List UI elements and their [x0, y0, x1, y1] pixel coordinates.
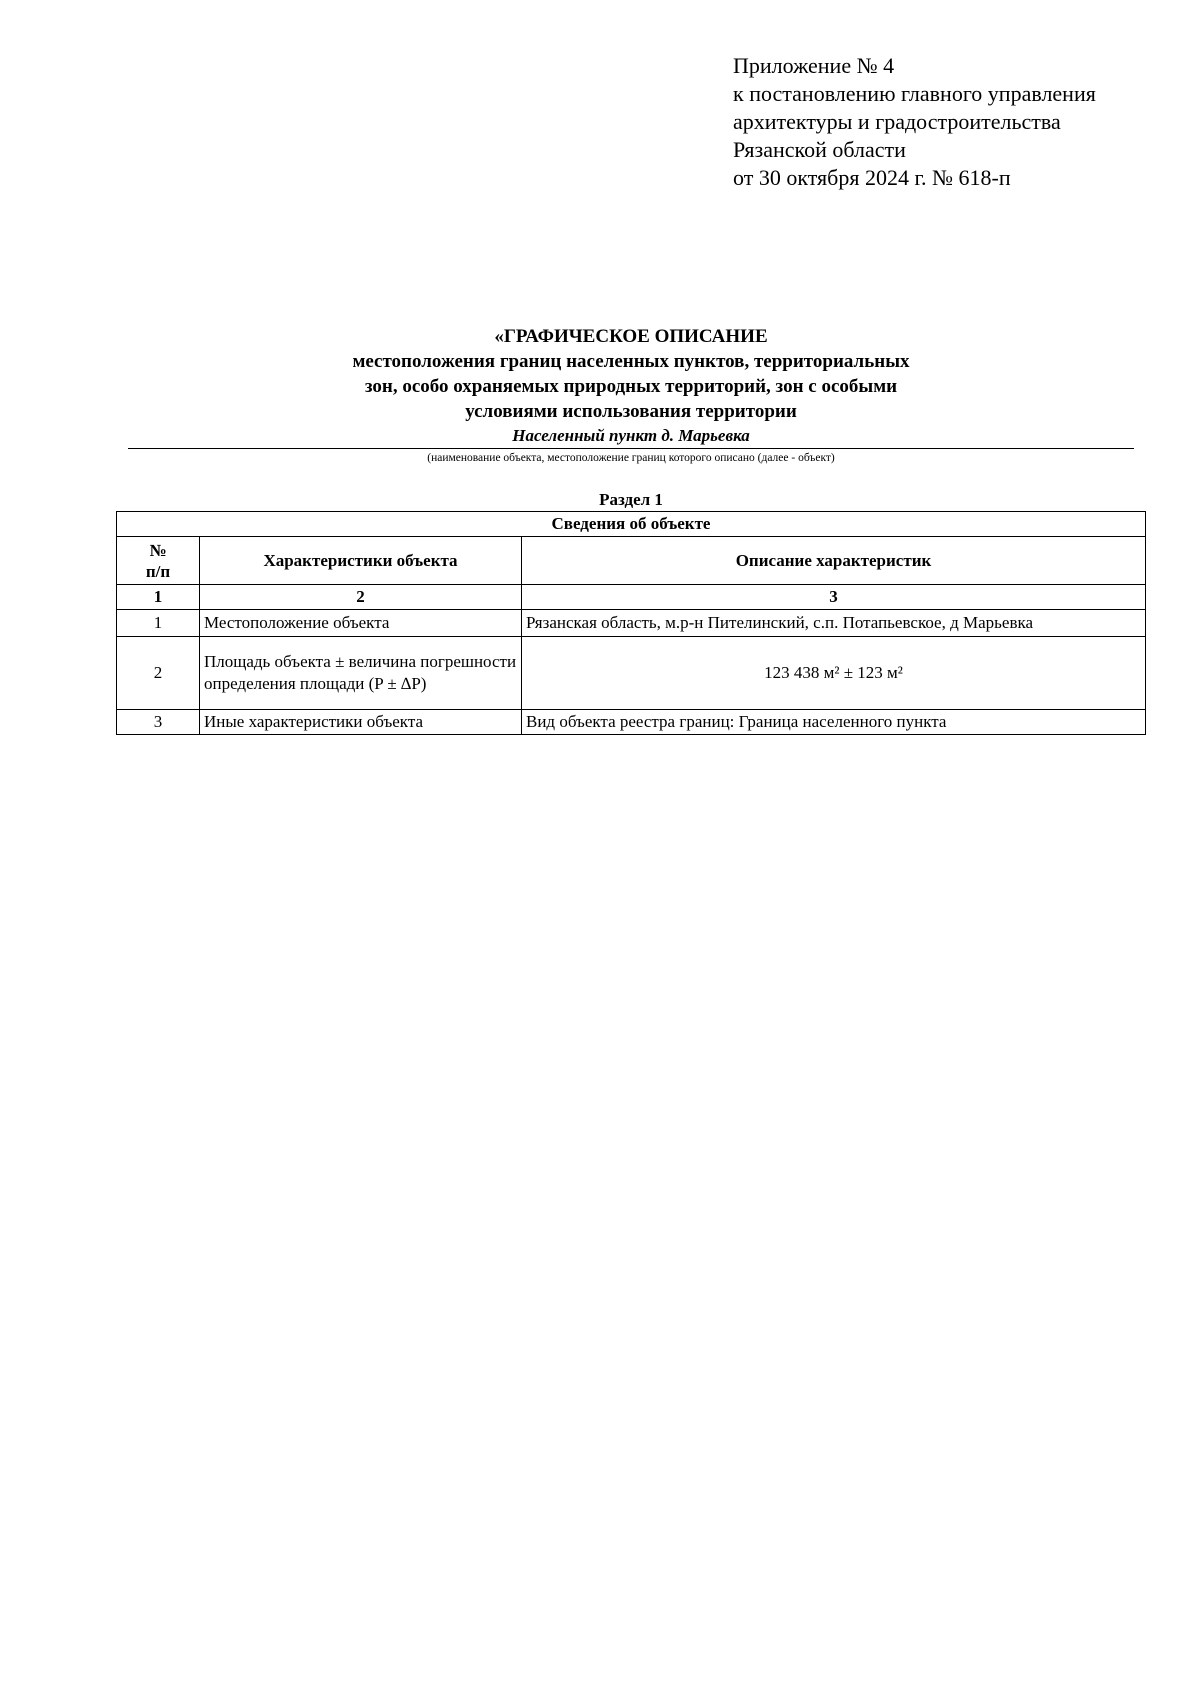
row-number: 2	[117, 637, 200, 710]
table-row	[117, 610, 1146, 637]
column-number-cell: 2	[200, 585, 522, 610]
appendix-line: архитектуры и градостроительства	[733, 109, 1061, 134]
header-cell-number: № п/п	[117, 537, 200, 585]
document-subtitle-line: условиями использования территории	[465, 401, 797, 422]
appendix-line: Рязанской области	[733, 137, 906, 162]
document-title: «ГРАФИЧЕСКОЕ ОПИСАНИЕ	[494, 326, 768, 347]
appendix-line: к постановлению главного управления	[733, 81, 1096, 106]
table-caption: Сведения об объекте	[117, 512, 1146, 537]
column-number-cell: 1	[117, 585, 200, 610]
appendix-line: от 30 октября 2024 г. № 618-п	[733, 165, 1011, 190]
object-name: Населенный пункт д. Марьевка	[512, 426, 750, 445]
header-cell-description: Описание характеристик	[522, 537, 1146, 585]
header-cell-characteristic: Характеристики объекта	[200, 537, 522, 585]
section-title: Раздел 1	[599, 490, 663, 509]
document-subtitle-line: зон, особо охраняемых природных территорий, зон с особыми	[364, 376, 898, 397]
object-name-underline	[128, 448, 1134, 449]
row-description: 123 438 м² ± 123 м²	[522, 637, 1146, 710]
row-description: Вид объекта реестра границ: Граница населенного пункта	[522, 710, 1146, 735]
document-subtitle-line: местоположения границ населенных пунктов, территориальных	[352, 351, 910, 372]
table-row	[117, 710, 1146, 735]
row-characteristic: Иные характеристики объекта	[200, 710, 522, 735]
row-number: 1	[117, 610, 200, 637]
table-row	[117, 637, 1146, 710]
table-caption-row	[117, 512, 1146, 537]
table-header-row	[117, 537, 1146, 585]
row-characteristic: Площадь объекта ± величина погрешности определения площади (P ± ∆P)	[200, 637, 522, 710]
column-number-cell: 3	[522, 585, 1146, 610]
object-name-note: (наименование объекта, местоположение границ которого описано (далее - объект)	[427, 452, 835, 464]
row-number: 3	[117, 710, 200, 735]
column-number-row	[117, 585, 1146, 610]
row-characteristic: Местоположение объекта	[200, 610, 522, 637]
appendix-line: Приложение № 4	[733, 53, 895, 78]
appendix-header	[733, 52, 1173, 192]
object-info-table	[116, 511, 1146, 735]
document-title-block	[128, 324, 1134, 466]
row-description: Рязанская область, м.р-н Пителинский, с.п. Потапьевское, д Марьевка	[522, 610, 1146, 637]
